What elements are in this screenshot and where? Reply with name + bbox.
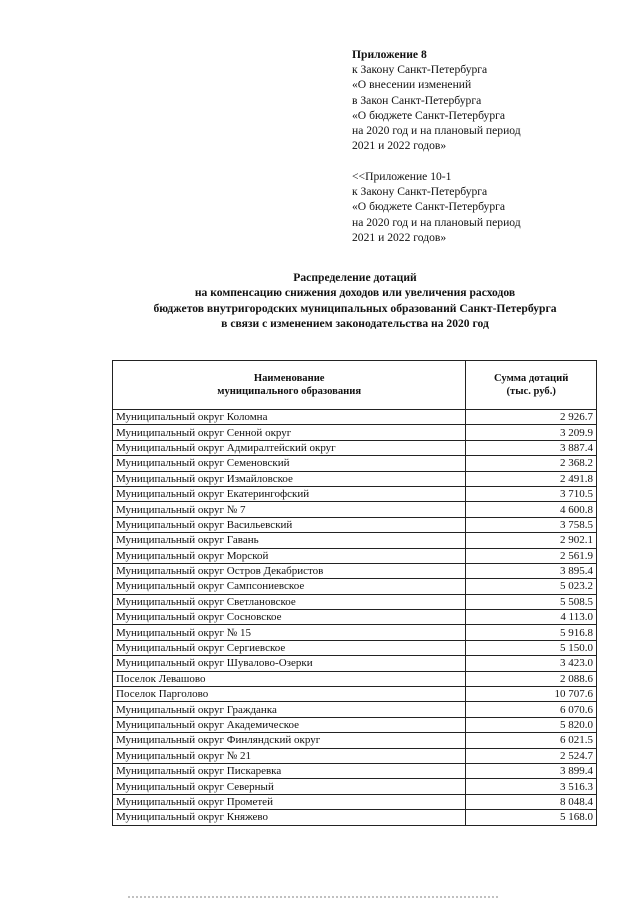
table-row [113, 486, 597, 501]
grant-amount: 6 021.5 [466, 733, 597, 748]
municipality-name: Муниципальный округ Сергиевское [113, 640, 466, 655]
document-title [100, 270, 610, 332]
municipality-name: Муниципальный округ Светлановское [113, 594, 466, 609]
grant-amount: 2 902.1 [466, 533, 597, 548]
table-row [113, 517, 597, 532]
annex-original [352, 169, 521, 245]
annex-line: 2021 и 2022 годов» [352, 139, 447, 153]
municipality-name: Муниципальный округ Академическое [113, 717, 466, 732]
title-line: бюджетов внутригородских муниципальных образований Санкт-Петербурга [153, 301, 557, 315]
grant-amount: 8 048.4 [466, 794, 597, 809]
grant-amount: 4 600.8 [466, 502, 597, 517]
column-header-sum [466, 361, 597, 410]
annex-line: на 2020 год и на плановый период [352, 124, 521, 138]
table-header-row [113, 361, 597, 410]
table-row [113, 656, 597, 671]
municipality-name: Муниципальный округ Пискаревка [113, 763, 466, 778]
table-row [113, 579, 597, 594]
municipality-name: Муниципальный округ Шувалово-Озерки [113, 656, 466, 671]
annex-line: в Закон Санкт-Петербурга [352, 93, 482, 107]
municipality-name: Муниципальный округ Сампсониевское [113, 579, 466, 594]
table-row [113, 717, 597, 732]
grant-amount: 3 895.4 [466, 563, 597, 578]
table-row [113, 794, 597, 809]
annex-line: к Закону Санкт-Петербурга [352, 185, 488, 199]
municipality-name: Муниципальный округ Адмиралтейский округ [113, 440, 466, 455]
grant-amount: 4 113.0 [466, 610, 597, 625]
municipality-name: Муниципальный округ Прометей [113, 794, 466, 809]
table-row [113, 548, 597, 563]
grant-amount: 5 168.0 [466, 810, 597, 825]
grant-amount: 3 516.3 [466, 779, 597, 794]
annex-line: «О внесении изменений [352, 78, 472, 92]
header-name-line1: Наименование [253, 373, 325, 384]
municipality-name: Муниципальный округ Княжево [113, 810, 466, 825]
municipality-name: Муниципальный округ Остров Декабристов [113, 563, 466, 578]
title-line: Распределение дотаций [293, 271, 417, 284]
annex-line: «О бюджете Санкт-Петербурга [352, 108, 506, 122]
table-row [113, 671, 597, 686]
annex-line: Приложение 8 [352, 48, 427, 61]
municipality-name: Муниципальный округ Морской [113, 548, 466, 563]
header-sum-line1: Сумма дотаций [494, 373, 569, 384]
annex-line: на 2020 год и на плановый период [352, 215, 521, 229]
table-row [113, 440, 597, 455]
table-row [113, 610, 597, 625]
municipality-name: Муниципальный округ Северный [113, 779, 466, 794]
municipality-name: Муниципальный округ Сосновское [113, 610, 466, 625]
table-row [113, 425, 597, 440]
table-row [113, 733, 597, 748]
annex-line: к Закону Санкт-Петербурга [352, 63, 488, 77]
header-sum-line2: (тыс. руб.) [506, 386, 556, 397]
table-row [113, 533, 597, 548]
municipality-name: Муниципальный округ № 15 [113, 625, 466, 640]
table-row [113, 810, 597, 825]
grant-amount: 5 916.8 [466, 625, 597, 640]
header-name-line2: муниципального образования [217, 386, 362, 397]
annex-line: «О бюджете Санкт-Петербурга [352, 200, 506, 214]
grant-amount: 3 758.5 [466, 517, 597, 532]
table-row [113, 763, 597, 778]
table-row [113, 410, 597, 425]
municipality-name: Муниципальный округ Сенной округ [113, 425, 466, 440]
municipality-name: Муниципальный округ Гавань [113, 533, 466, 548]
table-row [113, 640, 597, 655]
grant-amount: 10 707.6 [466, 687, 597, 702]
table-row [113, 687, 597, 702]
grant-amount: 2 088.6 [466, 671, 597, 686]
grant-amount: 2 491.8 [466, 471, 597, 486]
municipality-name: Муниципальный округ № 7 [113, 502, 466, 517]
municipality-name: Муниципальный округ Измайловское [113, 471, 466, 486]
municipality-name: Муниципальный округ Семеновский [113, 456, 466, 471]
table-row [113, 471, 597, 486]
municipality-name: Муниципальный округ Гражданка [113, 702, 466, 717]
grant-amount: 6 070.6 [466, 702, 597, 717]
annex-line: <<Приложение 10-1 [352, 170, 452, 183]
table-body [113, 410, 597, 826]
table-row [113, 563, 597, 578]
municipality-name: Поселок Левашово [113, 671, 466, 686]
grant-amount: 3 899.4 [466, 763, 597, 778]
grant-amount: 5 820.0 [466, 717, 597, 732]
table-row [113, 702, 597, 717]
table-row [113, 594, 597, 609]
grant-amount: 3 209.9 [466, 425, 597, 440]
municipality-name: Муниципальный округ № 21 [113, 748, 466, 763]
grant-amount: 5 023.2 [466, 579, 597, 594]
grant-amount: 2 368.2 [466, 456, 597, 471]
municipality-name: Муниципальный округ Финляндский округ [113, 733, 466, 748]
title-line: на компенсацию снижения доходов или увеличения расходов [194, 286, 516, 300]
table-row [113, 625, 597, 640]
grant-amount: 2 524.7 [466, 748, 597, 763]
grant-amount: 2 926.7 [466, 410, 597, 425]
table-row [113, 502, 597, 517]
grant-amount: 3 887.4 [466, 440, 597, 455]
municipality-name: Поселок Парголово [113, 687, 466, 702]
scan-artifact-line [128, 896, 498, 901]
grant-amount: 5 508.5 [466, 594, 597, 609]
grant-amount: 3 423.0 [466, 656, 597, 671]
grant-amount: 5 150.0 [466, 640, 597, 655]
title-line: в связи с изменением законодательства на 2020 год [221, 317, 489, 331]
table-row [113, 779, 597, 794]
grant-amount: 3 710.5 [466, 486, 597, 501]
municipality-name: Муниципальный округ Коломна [113, 410, 466, 425]
annex-header [352, 47, 521, 153]
table-row [113, 456, 597, 471]
annex-line: 2021 и 2022 годов» [352, 230, 447, 244]
grant-amount: 2 561.9 [466, 548, 597, 563]
municipality-name: Муниципальный округ Екатерингофский [113, 486, 466, 501]
table-row [113, 748, 597, 763]
municipality-name: Муниципальный округ Васильевский [113, 517, 466, 532]
grants-table [112, 360, 597, 826]
column-header-name [113, 361, 466, 410]
